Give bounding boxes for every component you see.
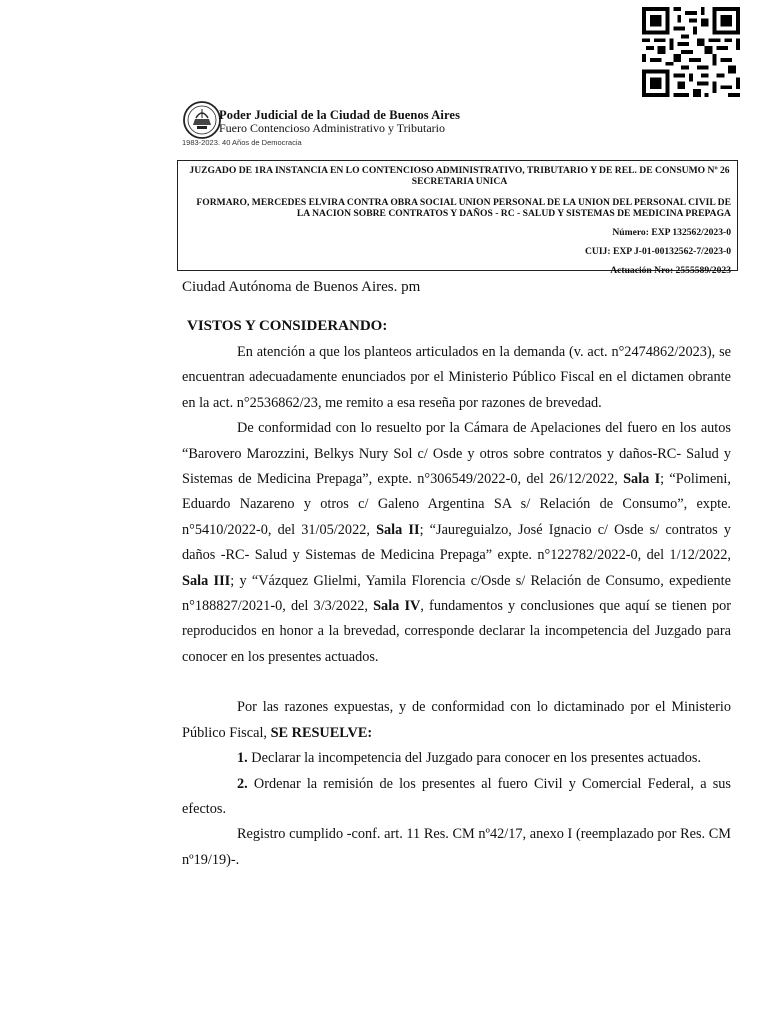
paragraph-background: En atención a que los planteos articulados en la demanda (v. act. n°2474862/2023), se encuentran adecuadamente enunciados por el Ministerio Público Fiscal en el dictamen obrante en la act. n°2536862/23, me remito a esa reseña por razones de brevedad. [182,344,731,411]
section-title: VISTOS Y CONSIDERANDO: [187,318,388,334]
case-cuij: CUIJ: EXP J-01-00132562-7/2023-0 [584,246,731,257]
paragraph-precedents: De conformidad con lo resuelto por la Cámara de Apelaciones del fuero en los autos “Barovero Marozzini, Belkys Nury Sol c/ Osde y otros sobre contratos y daños-RC- Salud y Sistemas de Medicina Prepaga”, expte. n°306549/2022-0, del 26/12/2022, Sala I; “Polimeni, Eduardo Nazareno y otros c/ Galeno Argentina SA s/ Relación de Consumo”, expte. n°5410/2022-0, del 31/05/2022, Sala II; “Jaureguialzo, José Ignacio c/ Osde s/ contratos y daños -RC- Salud y Sistemas de Medicina Prepaga” expte. n°122782/2022-0, del 1/12/2022, Sala III; y “Vázquez Glielmi, Yamila Florencia c/Osde s/ Relación de Consumo, expediente n°188827/2021-0, del 3/3/2022, Sala IV, fundamentos y conclusiones que aquí se tienen por reproducidos en honor a la brevedad, corresponde declarar la incompetencia del Juzgado para conocer en los presentes actuados. [182,420,732,665]
case-header-box [177,160,738,276]
document-body [182,340,731,873]
paragraph-resolution: Por las razones expuestas, y de conformidad con lo dictaminado por el Ministerio Público Fiscal, SE RESUELVE: [182,699,731,741]
place-line: Ciudad Autónoma de Buenos Aires. pm [182,279,421,295]
case-parties: FORMARO, MERCEDES ELVIRA CONTRA OBRA SOCIAL UNION PERSONAL DE LA UNION DEL PERSONAL CIVIL DE LA NACION SOBRE CONTRATOS Y DAÑOS - RC - SALUD Y SISTEMAS DE MEDICINA PREPAGA [196,197,731,219]
court-name: JUZGADO DE 1RA INSTANCIA EN LO CONTENCIOSO ADMINISTRATIVO, TRIBUTARIO Y DE REL. DE CONSUMO Nº 26 SECRETARIA UNICA [189,165,730,187]
resolution-item-1: 1. Declarar la incompetencia del Juzgado para conocer en los presentes actuados. [237,750,702,767]
sala-2: Sala II [376,521,420,538]
sala-4: Sala IV [373,598,421,615]
sala-1: Sala I [623,471,661,488]
org-name: Poder Judicial de la Ciudad de Buenos Aires [219,108,461,122]
paragraph-registry: Registro cumplido -conf. art. 11 Res. CM nº42/17, anexo I (reemplazado por Res. CM nº19/19)-. [182,826,731,868]
case-actuacion: Actuación Nro: 2555589/2023 [610,265,731,276]
org-subtitle: Fuero Contencioso Administrativo y Tributario [219,121,446,135]
resuelve-label: SE RESUELVE: [270,724,373,741]
case-number: Número: EXP 132562/2023-0 [612,227,731,238]
qr-code-icon [642,7,740,97]
court-seal-icon [182,100,222,140]
resolution-item-2: 2. Ordenar la remisión de los presentes al fuero Civil y Comercial Federal, a sus efectos. [182,775,731,817]
sala-3: Sala III [182,572,231,589]
org-anniversary: 1983-2023. 40 Años de Democracia [182,138,302,147]
